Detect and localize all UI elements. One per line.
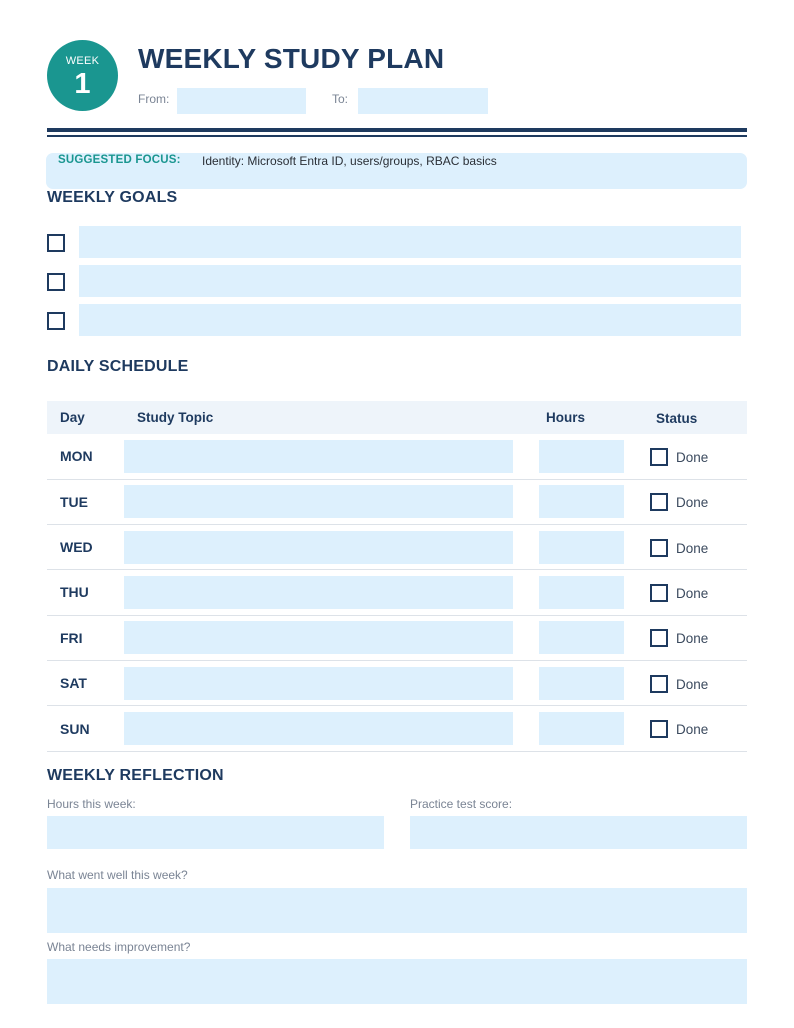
to-label: To: [332,92,349,106]
day-fri: FRI [60,630,83,646]
row-divider [47,660,747,661]
weekly-goals-title: WEEKLY GOALS [47,189,178,206]
fri-topic-field[interactable] [124,621,513,654]
fri-done-checkbox[interactable] [650,629,668,647]
day-sun: SUN [60,721,90,737]
weekly-reflection-title: WEEKLY REFLECTION [47,767,224,784]
goal-1-field[interactable] [79,226,741,258]
thu-done-label: Done [676,586,709,601]
sat-topic-field[interactable] [124,667,513,700]
wed-done-checkbox[interactable] [650,539,668,557]
suggested-focus-label: SUGGESTED FOCUS: [58,154,181,166]
day-wed: WED [60,539,93,555]
from-label: From: [138,92,170,106]
header-divider [47,128,747,132]
week-label: WEEK [65,55,100,67]
tue-topic-field[interactable] [124,485,513,518]
column-header-hours: Hours [546,410,586,425]
column-header-day: Day [60,410,85,425]
wed-topic-field[interactable] [124,531,513,564]
went-well-field[interactable] [47,888,747,933]
daily-schedule-title: DAILY SCHEDULE [47,358,189,375]
row-divider [47,524,747,525]
week-number: 1 [74,68,91,100]
goal-3-checkbox[interactable] [47,312,65,330]
day-mon: MON [60,448,93,464]
goal-1-checkbox[interactable] [47,234,65,252]
sun-topic-field[interactable] [124,712,513,745]
row-divider [47,615,747,616]
hours-this-week-label: Hours this week: [47,797,136,811]
thu-hours-field[interactable] [539,576,624,609]
thu-topic-field[interactable] [124,576,513,609]
tue-done-label: Done [676,495,709,510]
wed-hours-field[interactable] [539,531,624,564]
tue-done-checkbox[interactable] [650,493,668,511]
thu-done-checkbox[interactable] [650,584,668,602]
practice-test-score-label: Practice test score: [410,797,513,811]
wed-done-label: Done [676,541,709,556]
sat-hours-field[interactable] [539,667,624,700]
page-title: WEEKLY STUDY PLAN [138,43,445,74]
goal-2-field[interactable] [79,265,741,297]
goal-3-field[interactable] [79,304,741,336]
column-header-study-topic: Study Topic [137,410,214,425]
mon-topic-field[interactable] [124,440,513,473]
tue-hours-field[interactable] [539,485,624,518]
fri-done-label: Done [676,631,709,646]
went-well-label: What went well this week? [47,868,188,882]
practice-test-score-field[interactable] [410,816,747,849]
mon-done-checkbox[interactable] [650,448,668,466]
hours-this-week-field[interactable] [47,816,384,849]
sun-done-label: Done [676,722,709,737]
week-badge [47,40,118,111]
row-divider [47,569,747,570]
to-date-field[interactable] [358,88,488,114]
row-divider [47,479,747,480]
from-date-field[interactable] [177,88,306,114]
goal-2-checkbox[interactable] [47,273,65,291]
needs-improvement-label: What needs improvement? [47,940,191,954]
row-divider [47,751,747,752]
day-sat: SAT [60,675,87,691]
fri-hours-field[interactable] [539,621,624,654]
header-divider-thin [47,135,747,137]
needs-improvement-field[interactable] [47,959,747,1004]
suggested-focus-text: Identity: Microsoft Entra ID, users/groups, RBAC basics [202,154,497,168]
mon-hours-field[interactable] [539,440,624,473]
day-thu: THU [60,584,89,600]
sat-done-label: Done [676,677,709,692]
sun-hours-field[interactable] [539,712,624,745]
column-header-status: Status [656,411,698,426]
sun-done-checkbox[interactable] [650,720,668,738]
day-tue: TUE [60,494,88,510]
sat-done-checkbox[interactable] [650,675,668,693]
mon-done-label: Done [676,450,709,465]
row-divider [47,705,747,706]
